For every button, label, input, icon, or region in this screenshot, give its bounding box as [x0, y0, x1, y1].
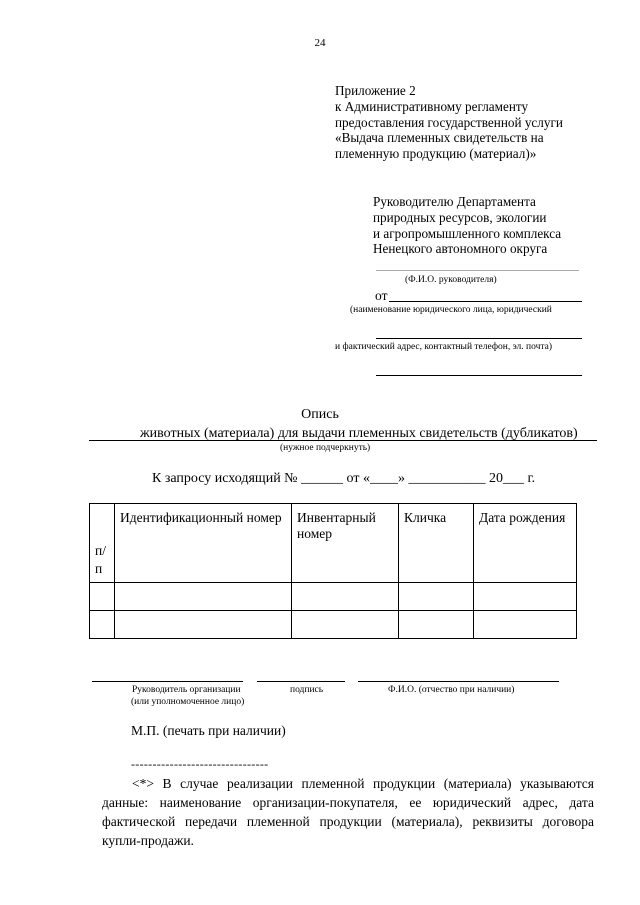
document-subtitle: животных (материала) для выдачи племенных свидетельств (дубликатов): [140, 426, 578, 441]
table-row[interactable]: [90, 611, 577, 639]
stamp-line: М.П. (печать при наличии): [131, 723, 286, 738]
applicant-name-field[interactable]: [389, 289, 582, 302]
table-cell[interactable]: [115, 611, 292, 639]
table-cell[interactable]: [90, 583, 115, 611]
legal-name-caption: (наименование юридического лица, юридический: [350, 305, 552, 315]
head-signature-line[interactable]: [92, 681, 243, 682]
head-fio-caption: (Ф.И.О. руководителя): [405, 275, 497, 285]
table-cell[interactable]: [292, 583, 399, 611]
column-header-label: п/ п: [95, 543, 106, 576]
subtitle-underline: [89, 440, 597, 441]
request-line: К запросу исходящий № ______ от «____» ___________ 20___ г.: [152, 471, 536, 486]
table-cell[interactable]: [292, 611, 399, 639]
column-header-birthdate: Дата рождения: [474, 504, 577, 583]
appendix-line: «Выдача племенных свидетельств на: [335, 130, 544, 146]
appendix-line: племенную продукцию (материал)»: [335, 146, 537, 162]
appendix-header: [335, 83, 563, 162]
table-cell[interactable]: [474, 611, 577, 639]
subtitle-caption: (нужное подчеркнуть): [280, 443, 371, 453]
footnote-text: <*> В случае реализации племенной продукции (материала) указываются данные: наименование организации-покупателя, ее юридический адрес, дата фактической передачи племенной продукции (материала), реквизиты договора купли-продажи.: [102, 776, 594, 848]
addressee-line: и агропромышленного комплекса: [373, 225, 562, 241]
appendix-line: к Административному регламенту: [335, 98, 529, 114]
signature-line[interactable]: [257, 681, 345, 682]
footnote-separator: --------------------------------: [131, 757, 269, 771]
appendix-line: Приложение 2: [335, 83, 416, 98]
inventory-table: [89, 503, 577, 639]
table-cell[interactable]: [90, 611, 115, 639]
table-cell[interactable]: [115, 583, 292, 611]
head-fio-line[interactable]: [376, 270, 579, 271]
head-caption: Руководитель организации: [132, 685, 241, 695]
addressee-line: Ненецкого автономного округа: [373, 241, 548, 257]
from-label: от: [375, 288, 388, 303]
column-header-number: [90, 504, 115, 583]
fio-signature-line[interactable]: [358, 681, 559, 682]
column-header-inventory: Инвентарный номер: [292, 504, 399, 583]
table-cell[interactable]: [474, 583, 577, 611]
table-cell[interactable]: [399, 583, 474, 611]
head-caption-sub: (или уполномоченное лицо): [131, 697, 245, 707]
page-number: 24: [314, 37, 326, 49]
applicant-contact-field[interactable]: [376, 363, 582, 376]
column-header-name: Кличка: [399, 504, 474, 583]
addressee-line: природных ресурсов, экологии: [373, 209, 547, 225]
signature-caption: подпись: [290, 685, 324, 695]
table-row[interactable]: [90, 583, 577, 611]
address-caption: и фактический адрес, контактный телефон, эл. почта): [335, 342, 552, 352]
applicant-address-field[interactable]: [376, 326, 582, 339]
table-header-row: [90, 504, 577, 583]
document-title: Опись: [301, 407, 339, 422]
column-header-id: Идентификационный номер: [115, 504, 292, 583]
fio-caption: Ф.И.О. (отчество при наличии): [388, 685, 515, 695]
appendix-line: предоставления государственной услуги: [335, 114, 563, 130]
footnote: [102, 774, 594, 850]
addressee-block: [373, 194, 561, 257]
table-cell[interactable]: [399, 611, 474, 639]
addressee-line: Руководителю Департамента: [373, 194, 536, 209]
